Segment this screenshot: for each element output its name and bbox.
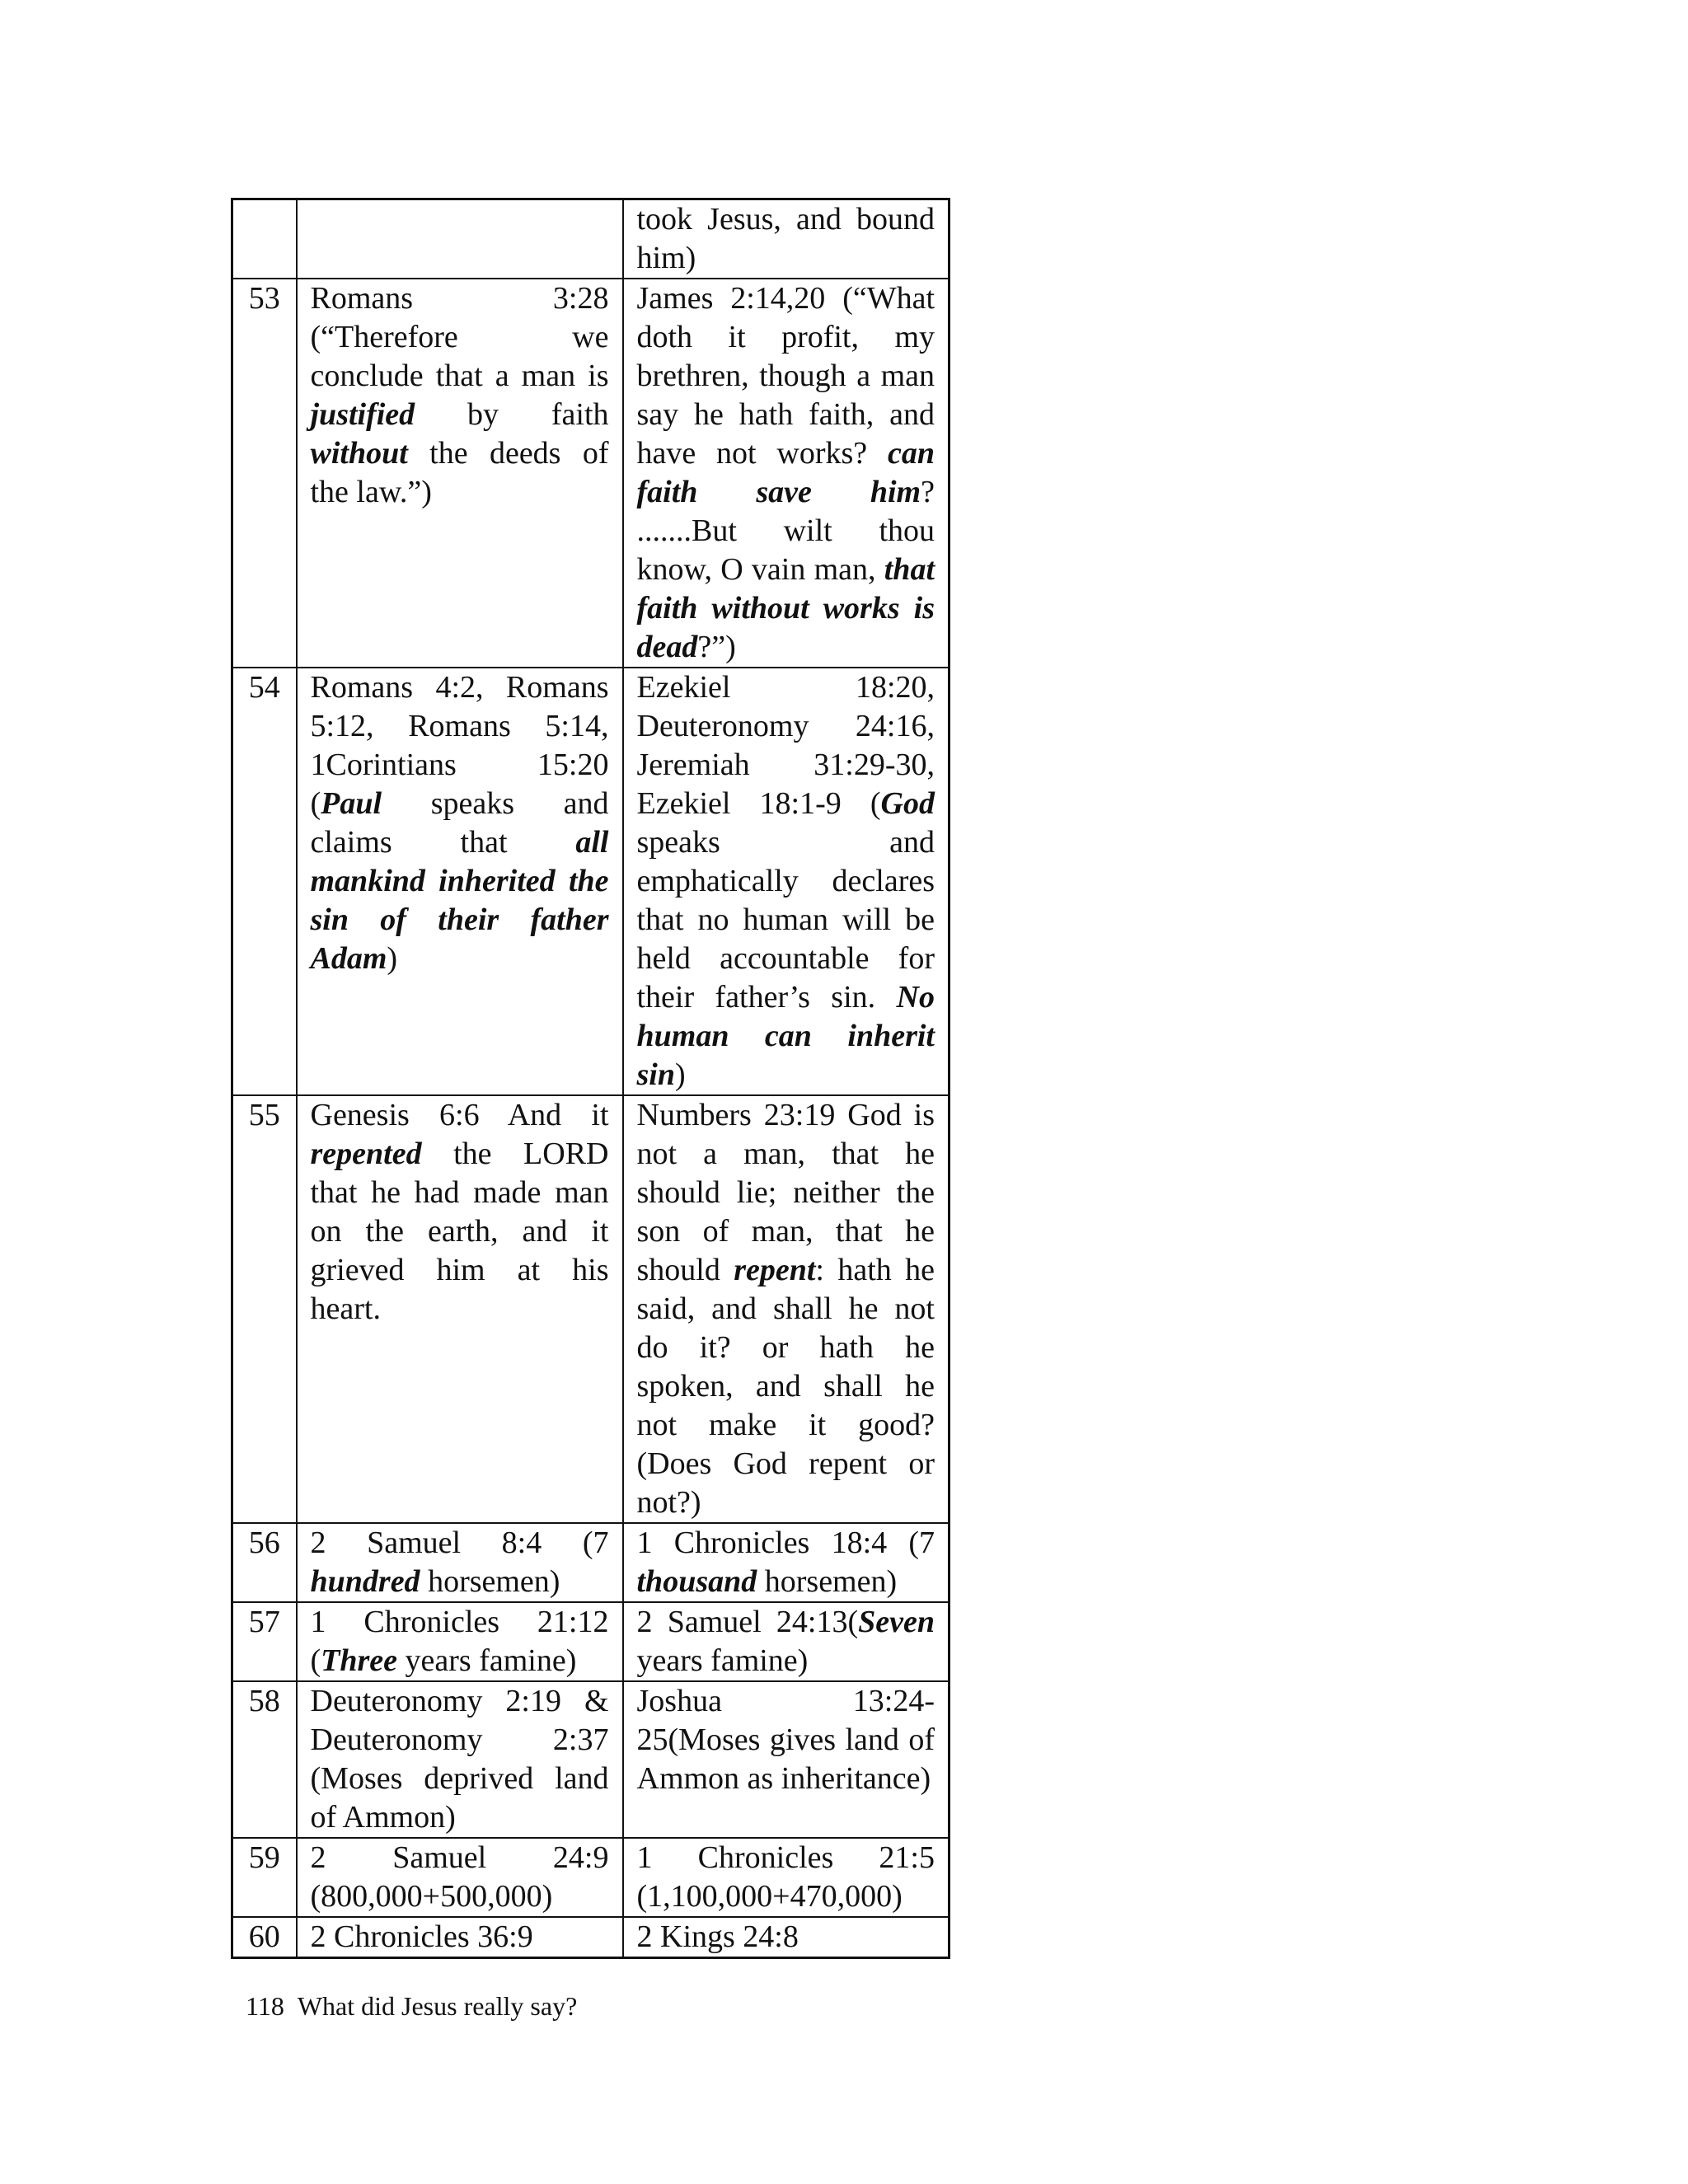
cell-text: horsemen)	[420, 1564, 560, 1599]
cell-text: 2 Samuel 24:9 (800,000+500,000)	[310, 1840, 609, 1914]
cell-text: Numbers 23:19 God is not a man, that he should lie; neither the son of man, that he should	[636, 1098, 935, 1287]
emphasis-text: all mankind inherited the sin of their father Adam	[310, 825, 609, 976]
reference-cell-right	[623, 1095, 950, 1523]
cell-text: Deuteronomy 2:19 & Deuteronomy 2:37 (Moses deprived land of Ammon)	[310, 1684, 609, 1835]
cell-text: Joshua 13:24-25(Moses gives land of Ammon as inheritance)	[636, 1684, 935, 1796]
cell-text: )	[674, 1057, 686, 1092]
cell-text: years famine)	[636, 1643, 809, 1678]
emphasis-text: repent	[734, 1253, 816, 1287]
cell-text: years famine)	[397, 1643, 577, 1678]
row-number: 57	[232, 1602, 297, 1681]
table-row	[232, 1917, 950, 1958]
cell-text: 2 Samuel 8:4 (7	[310, 1526, 609, 1560]
cell-text: Romans 4:2, Romans 5:12, Romans 5:14, 1Corintians 15:20 (	[310, 670, 609, 821]
page-number: 118	[246, 1991, 284, 2021]
reference-cell-right	[623, 279, 950, 668]
emphasis-text: justified	[310, 397, 415, 432]
row-number: 60	[232, 1917, 297, 1958]
cell-text: 1 Chronicles 18:4 (7	[636, 1526, 935, 1560]
row-number: 59	[232, 1838, 297, 1917]
row-number: 53	[232, 279, 297, 668]
table-row	[232, 1838, 950, 1917]
reference-cell-right	[623, 1917, 950, 1958]
cell-text: the LORD that he had made man on the earth, and it grieved him at his heart.	[310, 1137, 609, 1326]
emphasis-text: God	[880, 786, 935, 821]
table-row	[232, 1523, 950, 1602]
cell-text: 2 Kings 24:8	[636, 1919, 799, 1954]
reference-cell-right	[623, 1681, 950, 1838]
reference-cell-left	[297, 1095, 623, 1523]
reference-cell-right	[623, 1523, 950, 1602]
running-title: What did Jesus really say?	[297, 1991, 578, 2021]
reference-cell-left	[297, 668, 623, 1095]
cell-text: )	[387, 941, 398, 976]
table-row	[232, 668, 950, 1095]
contradictions-table	[231, 198, 950, 1959]
cell-text: : hath he said, and shall he not do it? or hath he spoken, and shall he not make it good? (Does God repent or not?)	[636, 1253, 935, 1520]
table-body	[232, 199, 950, 1958]
reference-cell-left	[297, 1917, 623, 1958]
reference-cell-left	[297, 279, 623, 668]
table-row	[232, 1095, 950, 1523]
cell-text: 1 Chronicles 21:5 (1,100,000+470,000)	[636, 1840, 935, 1914]
reference-cell-right	[623, 1838, 950, 1917]
cell-text: horsemen)	[757, 1564, 898, 1599]
emphasis-text: No human can inherit sin	[636, 980, 935, 1092]
cell-text: Ezekiel 18:20, Deuteronomy 24:16, Jeremiah 31:29-30, Ezekiel 18:1-9 (	[636, 670, 935, 821]
cell-text: speaks and claims that	[310, 786, 609, 860]
row-number	[232, 199, 297, 279]
row-number: 58	[232, 1681, 297, 1838]
row-number: 56	[232, 1523, 297, 1602]
page-footer	[246, 1990, 577, 2022]
emphasis-text: Three	[321, 1643, 398, 1678]
table-row	[232, 199, 950, 279]
table-row	[232, 1681, 950, 1838]
table-row	[232, 279, 950, 668]
reference-cell-left	[297, 1523, 623, 1602]
cell-text: took Jesus, and bound him)	[636, 202, 935, 275]
emphasis-text: that faith without works is dead	[636, 552, 935, 664]
reference-cell-left	[297, 199, 623, 279]
reference-cell-left	[297, 1838, 623, 1917]
cell-text: James 2:14,20 (“What doth it profit, my brethren, though a man say he hath faith, and have not works?	[636, 281, 935, 471]
emphasis-text: can faith save him	[636, 436, 935, 509]
cell-text: 2 Chronicles 36:9	[310, 1919, 533, 1954]
cell-text: Romans 3:28 (“Therefore we conclude that a man is	[310, 281, 609, 393]
reference-cell-right	[623, 1602, 950, 1681]
emphasis-text: thousand	[636, 1564, 757, 1599]
reference-cell-right	[623, 199, 950, 279]
row-number: 55	[232, 1095, 297, 1523]
row-number: 54	[232, 668, 297, 1095]
cell-text: by faith	[415, 397, 609, 432]
cell-text: ? .......But wilt thou know, O vain man,	[636, 475, 935, 587]
reference-cell-left	[297, 1681, 623, 1838]
table-row	[232, 1602, 950, 1681]
reference-cell-right	[623, 668, 950, 1095]
cell-text: speaks and emphatically declares that no human will be held accountable for their father’s sin.	[636, 825, 935, 1015]
reference-cell-left	[297, 1602, 623, 1681]
emphasis-text: without	[310, 436, 408, 471]
emphasis-text: hundred	[310, 1564, 420, 1599]
cell-text: Genesis 6:6 And it	[310, 1098, 609, 1132]
cell-text: 2 Samuel 24:13(	[636, 1605, 859, 1639]
emphasis-text: repented	[310, 1137, 422, 1171]
cell-text: 1 Chronicles 21:12 (	[310, 1605, 609, 1678]
cell-text: ?”)	[697, 630, 736, 664]
cell-text: the deeds of the law.”)	[310, 436, 609, 509]
emphasis-text: Paul	[321, 786, 382, 821]
emphasis-text: Seven	[858, 1605, 935, 1639]
